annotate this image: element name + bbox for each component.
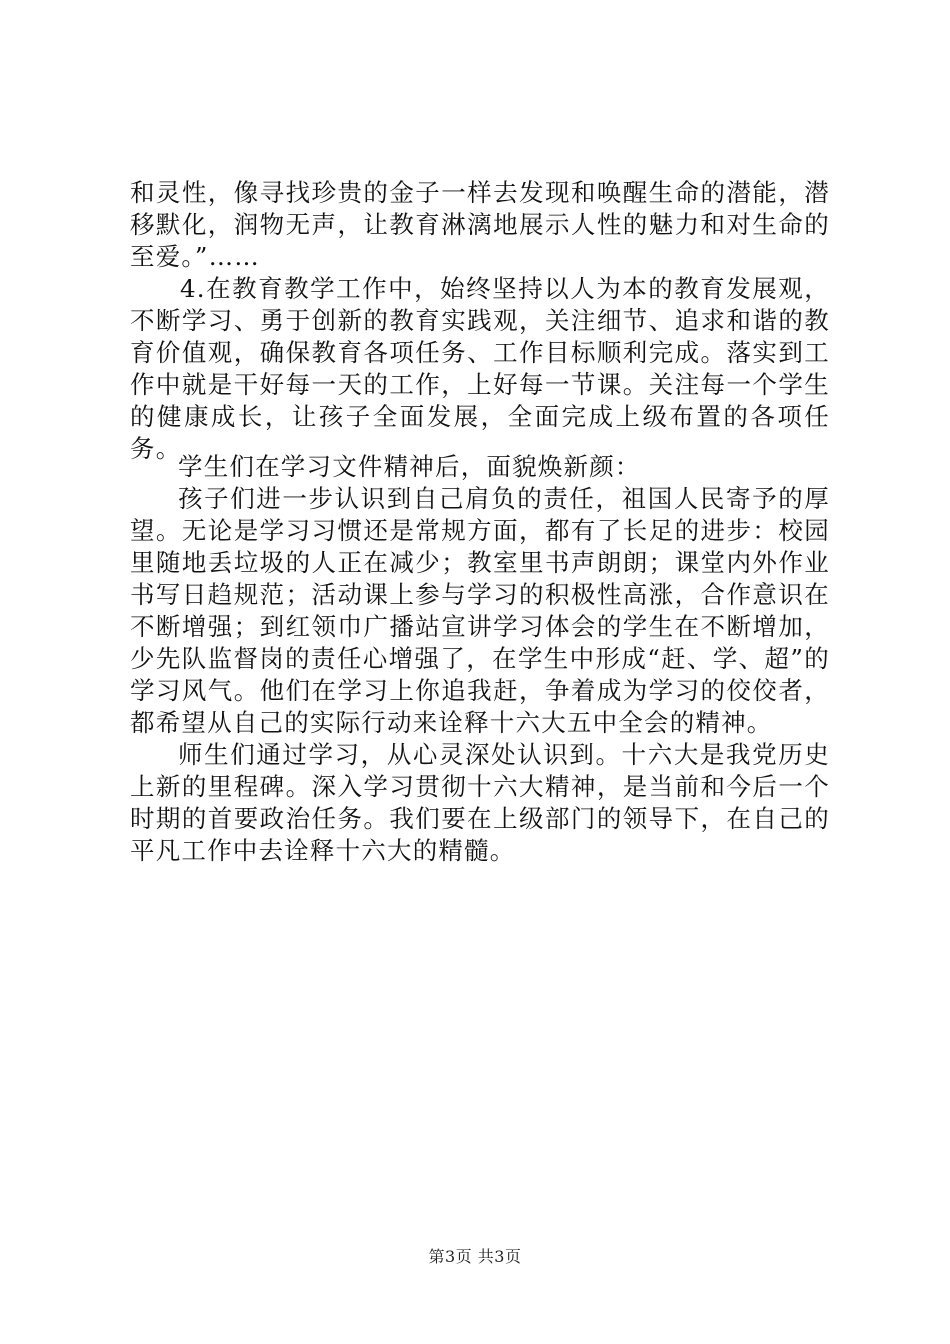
- body-paragraph: 和灵性，像寻找珍贵的金子一样去发现和唤醒生命的潜能，潜移默化，润物无声，让教育淋漓地展示人性的魅力和对生命的至爱。”……: [130, 178, 830, 271]
- students-section: [130, 451, 830, 867]
- numbered-paragraph: 4.在教育教学工作中，始终坚持以人为本的教育发展观，不断学习、勇于创新的教育实践观，关注细节、追求和谐的教育价值观，确保教育各项任务、工作目标顺利完成。落实到工作中就是干好每一天的工作，上好每一节课。关注每一个学生的健康成长，让孩子全面发展，全面完成上级布置的各项任务。: [130, 274, 830, 463]
- continued-section: [130, 177, 830, 465]
- page-footer: 第3页 共3页: [428, 1247, 522, 1266]
- section-lead-paragraph: 学生们在学习文件精神后，面貌焕新颜：: [178, 452, 641, 481]
- body-paragraph: 孩子们进一步认识到自己肩负的责任，祖国人民寄予的厚望。无论是学习习惯还是常规方面，都有了长足的进步：校园里随地丢垃圾的人正在减少；教室里书声朗朗；课堂内外作业书写日趋规范；活动课上参与学习的积极性高涨，合作意识在不断增强；到红领巾广播站宣讲学习体会的学生在不断增加，少先队监督岗的责任心增强了，在学生中形成“赶、学、超”的学习风气。他们在学习上你追我赶，争着成为学习的佼佼者，都希望从自己的实际行动来诠释十六大五中全会的精神。: [130, 484, 830, 737]
- body-paragraph: 师生们通过学习，从心灵深处认识到。十六大是我党历史上新的里程碑。深入学习贯彻十六大精神，是当前和今后一个时期的首要政治任务。我们要在上级部门的领导下，在自己的平凡工作中去诠释十六大的精髓。: [130, 740, 830, 865]
